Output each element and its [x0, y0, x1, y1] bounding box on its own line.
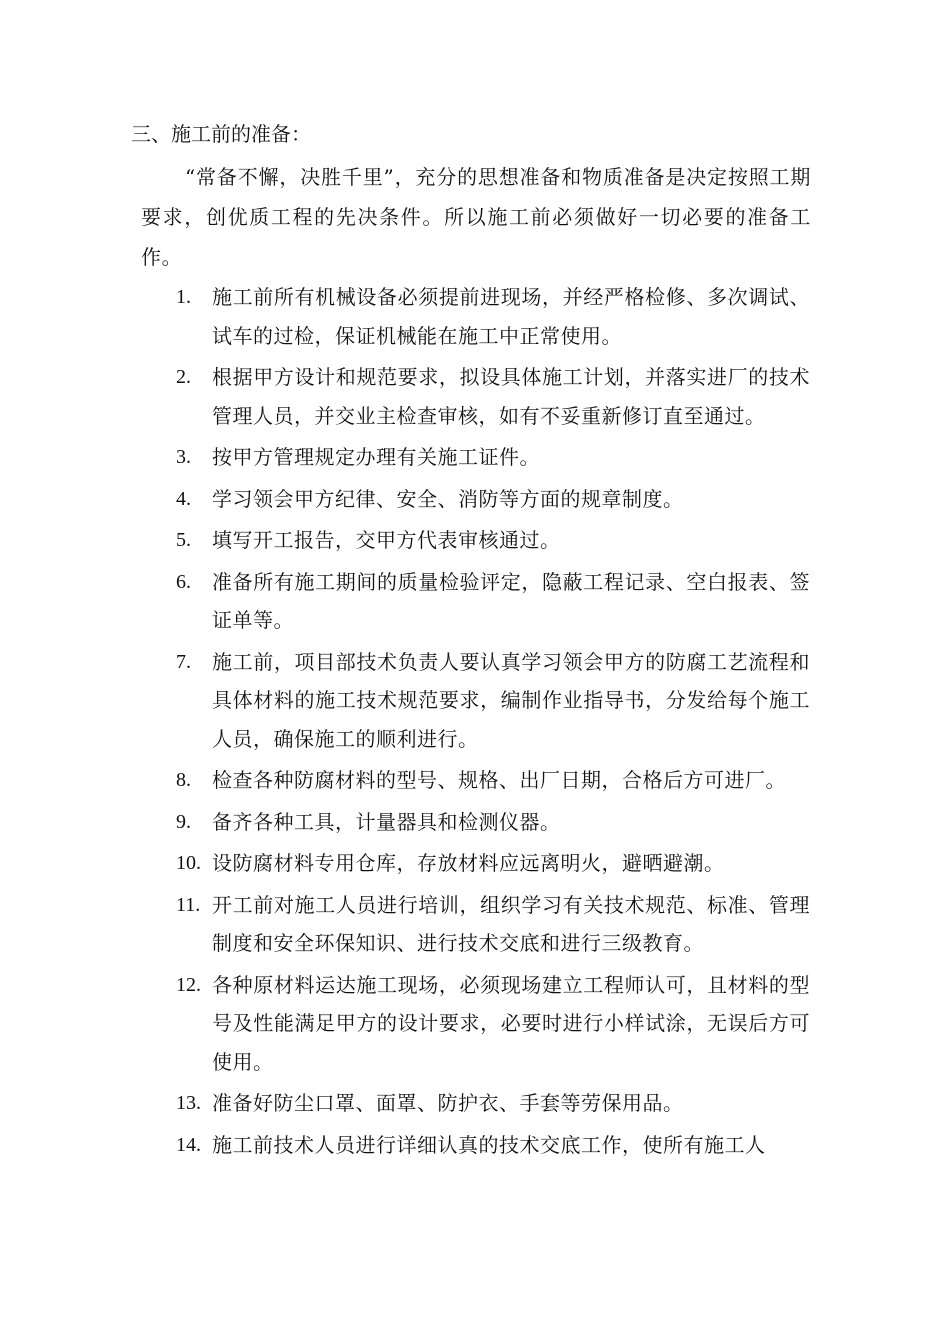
- preparation-list: [176, 278, 810, 1167]
- list-item: [176, 480, 810, 519]
- list-item: [176, 966, 810, 1082]
- list-item-text: 各种原材料运达施工现场，必须现场建立工程师认可，且材料的型号及性能满足甲方的设计要求，必要时进行小样试涂，无误后方可使用。: [212, 972, 810, 1074]
- list-item-number: 5.: [176, 529, 191, 551]
- list-item-text: 学习领会甲方纪律、安全、消防等方面的规章制度。: [212, 486, 684, 511]
- list-item-text: 备齐各种工具，计量器具和检测仪器。: [212, 809, 561, 834]
- list-item: [176, 278, 810, 355]
- list-item-number: 2.: [176, 366, 191, 388]
- intro-paragraph: “常备不懈，决胜千里”，充分的思想准备和物质准备是决定按照工期要求，创优质工程的先决条件。所以施工前必须做好一切必要的准备工作。: [141, 165, 811, 269]
- list-item-number: 6.: [176, 570, 191, 593]
- list-item-text: 施工前，项目部技术负责人要认真学习领会甲方的防腐工艺流程和具体材料的施工技术规范要求，编制作业指导书，分发给每个施工人员，确保施工的顺利进行。: [212, 649, 810, 751]
- list-item-number: 12.: [176, 973, 201, 996]
- list-item-number: 8.: [176, 769, 191, 791]
- list-item-text: 根据甲方设计和规范要求，拟设具体施工计划，并落实进厂的技术管理人员，并交业主检查审核，如有不妥重新修订直至通过。: [212, 365, 810, 428]
- list-item: [176, 803, 810, 842]
- list-item: [176, 521, 810, 560]
- list-item-number: 13.: [176, 1092, 201, 1114]
- list-item: [176, 563, 810, 640]
- list-item-text: 检查各种防腐材料的型号、规格、出厂日期，合格后方可进厂。: [212, 768, 786, 792]
- list-item-text: 准备好防尘口罩、面罩、防护衣、手套等劳保用品。: [212, 1091, 684, 1115]
- list-item: [176, 643, 810, 759]
- list-item-number: 7.: [176, 650, 191, 673]
- list-item: [176, 886, 810, 963]
- list-item-number: 1.: [176, 286, 191, 308]
- list-item-text: 填写开工报告，交甲方代表审核通过。: [212, 528, 561, 552]
- list-item: [176, 438, 810, 477]
- list-item-number: 4.: [176, 487, 191, 510]
- list-item-number: 14.: [176, 1133, 201, 1156]
- list-item: [176, 1084, 810, 1123]
- list-item-text: 设防腐材料专用仓库，存放材料应远离明火，避晒避潮。: [212, 851, 725, 875]
- list-item: [176, 761, 810, 800]
- list-item-text: 准备所有施工期间的质量检验评定，隐蔽工程记录、空白报表、签证单等。: [212, 569, 810, 632]
- list-item-text: 开工前对施工人员进行培训，组织学习有关技术规范、标准、管理制度和安全环保知识、进行技术交底和进行三级教育。: [212, 892, 810, 955]
- list-item: [176, 358, 810, 435]
- list-item-text: 按甲方管理规定办理有关施工证件。: [212, 445, 540, 469]
- section-heading: 三、施工前的准备：: [131, 122, 311, 146]
- list-item: [176, 1126, 810, 1165]
- list-item: [176, 844, 810, 883]
- list-item-number: 3.: [176, 446, 191, 468]
- list-item-number: 11.: [176, 893, 201, 916]
- list-item-text: 施工前所有机械设备必须提前进现场，并经严格检修、多次调试、试车的过检，保证机械能在施工中正常使用。: [212, 285, 810, 348]
- list-item-number: 9.: [176, 810, 191, 833]
- list-item-number: 10.: [176, 852, 201, 874]
- list-item-text: 施工前技术人员进行详细认真的技术交底工作，使所有施工人: [212, 1132, 766, 1157]
